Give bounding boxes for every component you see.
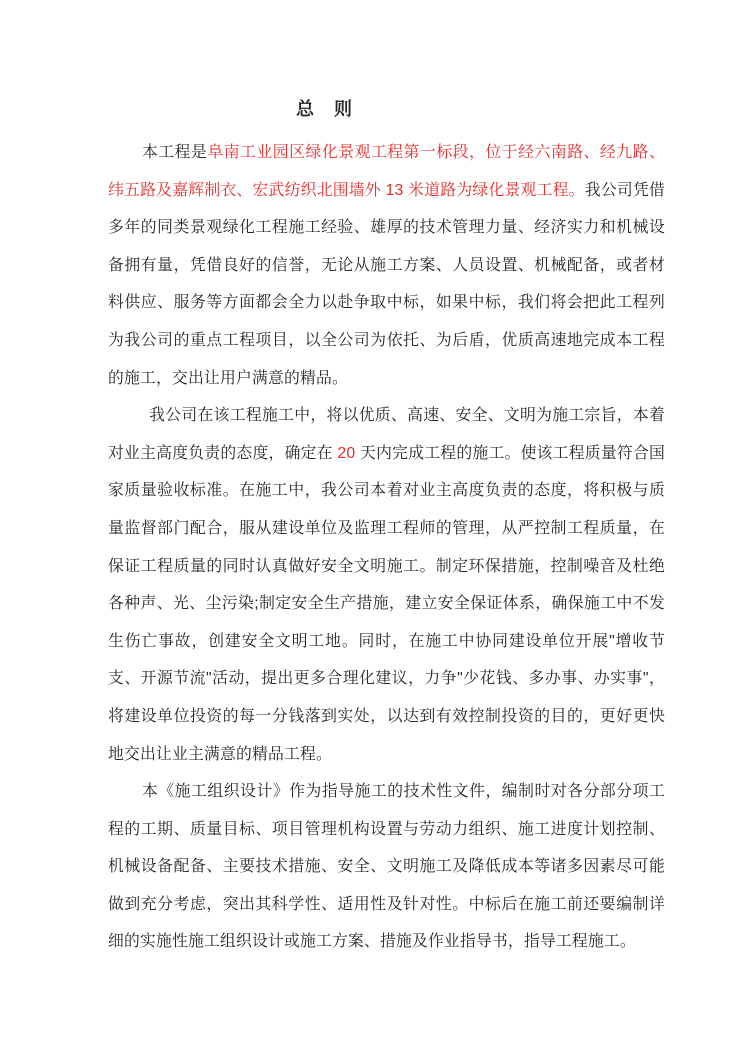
body-text: 我公司凭借多年的同类景观绿化工程施工经验、雄厚的技术管理力量、经济实力和机械设备拥有量，凭借良好的信誉，无论从施工方案、人员设置、机械配备，或者材料供应、服务等方面都会全力以赴争取中标，如果中标，我们将会把此工程列为我公司的重点工程项目，以全公司为依托、为后盾，优质高速地完成本工程的施工，交出让用户满意的精品。 <box>108 181 665 387</box>
paragraph-design-document <box>108 773 665 961</box>
paragraph-intro <box>108 134 665 397</box>
body-text: 天内完成工程的施工。使该工程质量符合国家质量验收标准。在施工中，我公司本着对业主高度负责的态度，将积极与质量监督部门配合，服从建设单位及监理工程师的管理，从严控制工程质量，在保证工程质量的同时认真做好安全文明施工。制定环保措施，控制噪音及杜绝各种声、光、尘污染;制定安全生产措施，建立安全保证体系，确保施工中不发生伤亡事故，创建安全文明工地。同时，在施工中协同建设单位开展"增收节支、开源节流"活动，提出更多合理化建议，力争"少花钱、多办事、办实事"，将建设单位投资的每一分钱落到实处，以达到有效控制投资的目的，更好更快地交出让业主满意的精品工程。 <box>108 444 666 763</box>
document-title: 总 则 <box>296 99 353 119</box>
red-emphasis-text: 阜南工业园区绿化景观工程第一标段，位于经六南路、经九路、纬五路及嘉辉制衣、宏武纺织北围墙外 13 米道路为绿化景观工程。 <box>108 144 665 199</box>
document-content <box>108 97 665 961</box>
body-text: 本《施工组织设计》作为指导施工的技术性文件，编制时对各分部分项工程的工期、质量目标、项目管理机构设置与劳动力组织、施工进度计划控制、机械设备配备、主要技术措施、安全、文明施工及降低成本等诸多因素尽可能做到充分考虑，突出其科学性、适用性及针对性。中标后在施工前还要编制详细的实施性施工组织设计或施工方案、措施及作业指导书，指导工程施工。 <box>108 783 665 951</box>
paragraph-construction-policy <box>108 397 665 773</box>
body-text: 本工程是 <box>141 144 208 161</box>
body-text: 我公司在该工程施工中，将以优质、高速、安全、文明为施工宗旨，本着对业主高度负责的态度，确定在 <box>108 407 665 462</box>
red-emphasis-text: 20 <box>337 444 356 462</box>
paragraphs-container <box>108 134 665 961</box>
